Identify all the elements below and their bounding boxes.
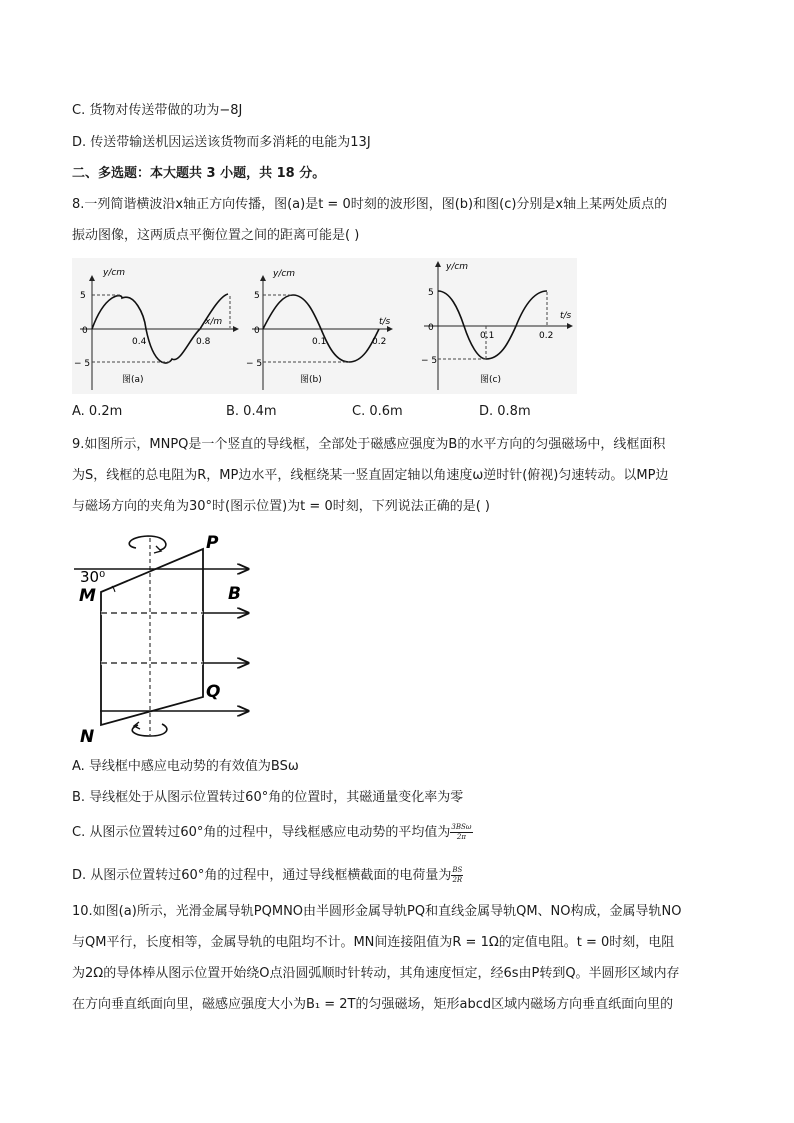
angle-label: 30⁰ [80, 568, 106, 586]
q9-stem-line2: 为S，线框的总电阻为R，MP边水平，线框绕某一竖直固定轴以角速度ω逆时针(俯视)匀速转动。以MP边 [72, 468, 669, 483]
caption-c: 图(c) [480, 375, 501, 385]
axis-label-x-a: x/m [205, 317, 223, 327]
q8-stem-line2: 振动图像，这两质点平衡位置之间的距离可能是( ) [72, 228, 360, 243]
q8-option-d: D. 0.8m [479, 404, 531, 419]
tick-5-c: 5 [428, 288, 434, 298]
q10-stem-line4: 在方向垂直纸面向里，磁感应强度大小为B₁ = 2T的匀强磁场，矩形abcd区域内磁场方向垂直纸面向里的 [72, 997, 674, 1012]
label-M: M [79, 586, 96, 606]
q8-option-a: A. 0.2m [72, 404, 123, 419]
fraction-charge: $\frac{BS}{2R}$ [452, 866, 463, 884]
q9-option-a: A. 导线框中感应电动势的有效值为BSω [72, 759, 299, 774]
tick-5-a: 5 [80, 291, 86, 301]
q8-option-c: C. 0.6m [352, 404, 403, 419]
q10-stem-line3: 为2Ω的导体棒从图示位置开始绕O点沿圆弧顺时针转动，其角速度恒定，经6s由P转到Q。半圆形区域内存 [72, 966, 680, 981]
caption-b: 图(b) [300, 375, 322, 385]
q7-option-c: C. 货物对传送带做的功为−8J [72, 103, 243, 118]
tick-0.1-b: 0.1 [312, 337, 327, 347]
q9-option-b: B. 导线框处于从图示位置转过60°角的位置时，其磁通量变化率为零 [72, 790, 464, 805]
q9-option-c [72, 823, 473, 843]
tick-0.2-b: 0.2 [372, 337, 387, 347]
axis-label-y-c: y/cm [446, 262, 469, 272]
q7-option-d: D. 传送带输送机因运送该货物而多消耗的电能为13J [72, 135, 371, 150]
q9-frame-diagram [72, 530, 258, 746]
q10-stem-line2: 与QM平行，长度相等，金属导轨的电阻均不计。MN间连接阻值为R = 1Ω的定值电阻。t = 0时刻，电阻 [72, 935, 675, 950]
tick-0.4-a: 0.4 [132, 337, 147, 347]
label-Q: Q [206, 682, 221, 702]
tick-0.8-a: 0.8 [196, 337, 211, 347]
caption-a: 图(a) [122, 375, 144, 385]
q10-stem-line1: 10.如图(a)所示，光滑金属导轨PQMNO由半圆形金属导轨PQ和直线金属导轨QM、NO构成，金属导轨NO [72, 904, 682, 919]
fraction-emf-average: $\frac{\text{3BSω}}{2\pi}$ [451, 823, 472, 841]
tick-0.2-c: 0.2 [539, 331, 554, 341]
tick-0-c: 0 [428, 323, 434, 333]
tick-0-b: 0 [254, 326, 260, 336]
label-B: B [228, 584, 241, 604]
label-N: N [80, 727, 95, 746]
q9-option-c-text: C. 从图示位置转过60°角的过程中，导线框感应电动势的平均值为 [72, 825, 451, 840]
q9-option-d [72, 866, 463, 886]
q9-option-d-text: D. 从图示位置转过60°角的过程中，通过导线框横截面的电荷量为 [72, 868, 452, 883]
axis-label-x-c: t/s [560, 311, 572, 321]
tick-0.1-c: 0.1 [480, 331, 495, 341]
q8-figure [72, 258, 577, 394]
axis-label-x-b: t/s [379, 317, 391, 327]
tick-neg5-a: − 5 [74, 359, 91, 369]
tick-5-b: 5 [254, 291, 260, 301]
q8-option-b: B. 0.4m [226, 404, 277, 419]
tick-neg5-b: − 5 [246, 359, 263, 369]
label-P: P [206, 533, 219, 553]
axis-label-y-a: y/cm [103, 268, 126, 278]
tick-0-a: 0 [82, 326, 88, 336]
tick-neg5-c: − 5 [421, 356, 438, 366]
q9-stem-line3: 与磁场方向的夹角为30°时(图示位置)为t = 0时刻，下列说法正确的是( ) [72, 499, 490, 514]
section-heading: 二、多选题：本大题共 3 小题，共 18 分。 [72, 166, 326, 181]
q9-stem-line1: 9.如图所示，MNPQ是一个竖直的导线框，全部处于磁感应强度为B的水平方向的匀强磁场中，线框面积 [72, 437, 666, 452]
axis-label-y-b: y/cm [273, 269, 296, 279]
q8-stem-line1: 8.一列简谐横波沿x轴正方向传播，图(a)是t = 0时刻的波形图，图(b)和图(c)分别是x轴上某两处质点的 [72, 197, 668, 212]
